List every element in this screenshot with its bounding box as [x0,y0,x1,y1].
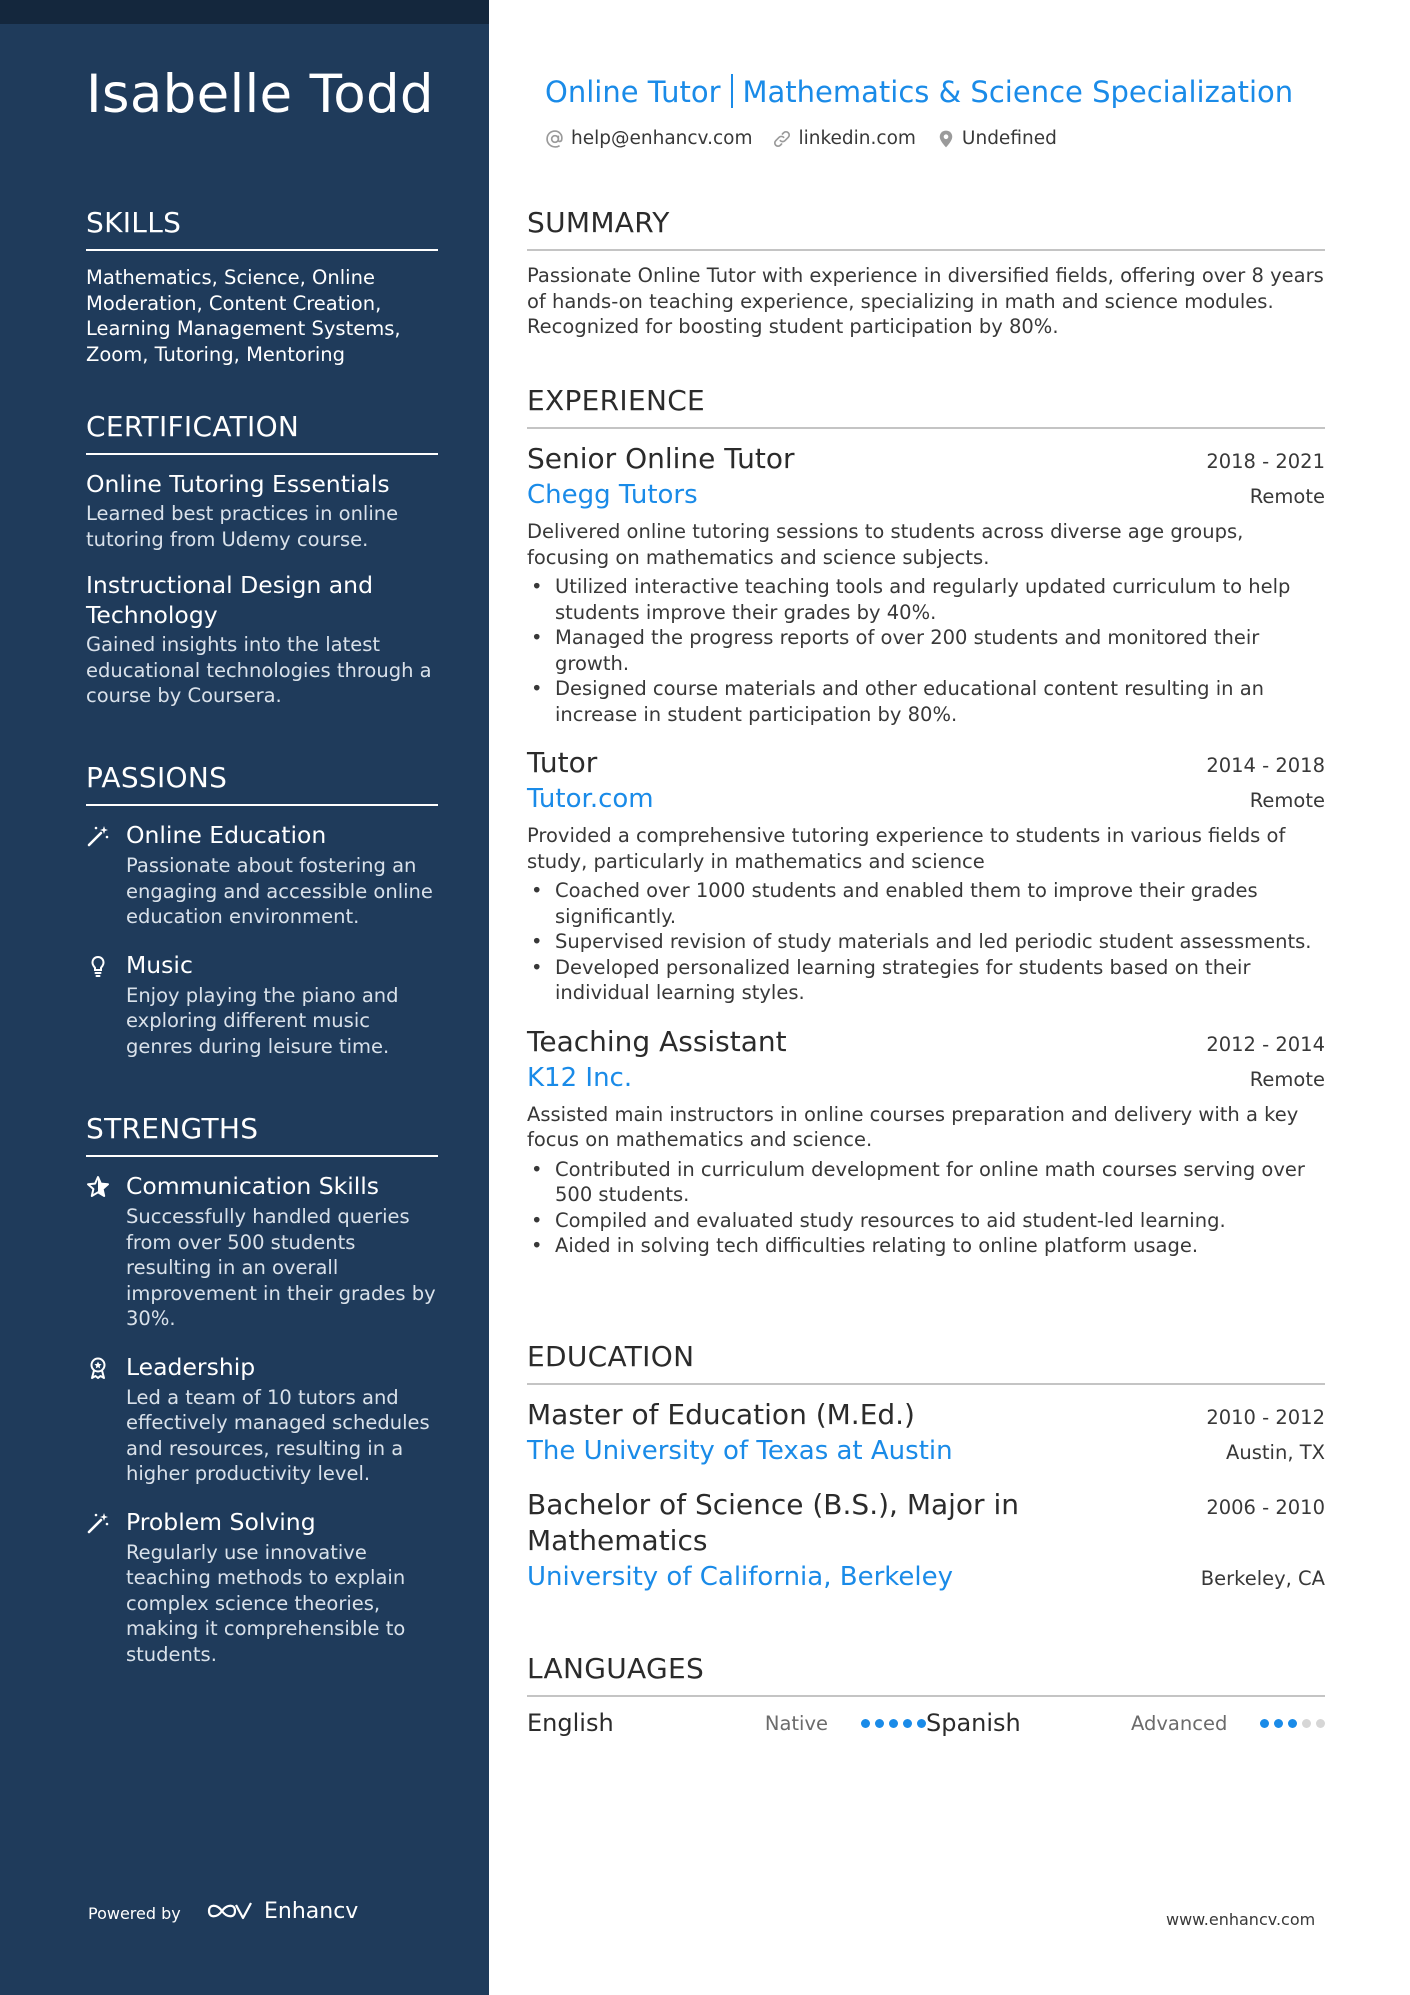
job-bullet: • Aided in solving tech difficulties relating to online platform usage. [527,1233,1325,1259]
education-entry [527,1487,1325,1595]
language-rating [1260,1719,1325,1728]
job-bullets [527,1157,1325,1259]
at-sign-icon [545,129,565,149]
strength-title: Communication Skills [126,1172,380,1200]
job-description: Assisted main instructors in online courses preparation and delivery with a key focus on mathematics and science. [527,1102,1299,1151]
job-bullet: • Managed the progress reports of over 200 students and monitored their growth. [527,625,1325,676]
headline-role: Online Tutor [545,75,721,109]
contact-email[interactable] [545,128,752,149]
rating-dot-filled [917,1719,926,1728]
passion-description: Enjoy playing the piano and exploring different music genres during leisure time. [126,983,399,1058]
job-bullet: • Utilized interactive teaching tools and regularly updated curriculum to help students improve their grades by 40%. [527,574,1325,625]
summary-heading: SUMMARY [527,206,1325,251]
award-icon [86,1356,110,1380]
job-description: Delivered online tutoring sessions to students across diverse age groups, focusing on mathematics and science subjects. [527,520,1244,569]
passion-title: Music [126,950,193,979]
education-dates: 2010 - 2012 [1206,1406,1325,1429]
passion-title: Online Education [126,821,327,849]
school-name: University of California, Berkeley [527,1562,953,1592]
headline [545,74,1293,109]
strength-item [86,1171,438,1332]
language-item [926,1709,1325,1737]
job-bullet: • Coached over 1000 students and enabled them to improve their grades significantly. [527,878,1325,929]
language-level: Advanced [1131,1711,1228,1735]
enhancv-logo-text: Enhancv [264,1898,359,1924]
location-pin-icon [936,129,956,149]
languages-heading: LANGUAGES [527,1652,1325,1697]
contact-email-text: help@enhancv.com [571,128,753,149]
passion-description: Passionate about fostering an engaging and accessible online education environment. [126,854,433,928]
strengths-section [86,1112,438,1667]
summary-text: Passionate Online Tutor with experience in diversified fields, offering over 8 years of hands-on teaching experience, specializing in math and science modules. Recognized for boosting student participation by 80%. [527,264,1324,338]
passions-heading: PASSIONS [86,761,438,806]
passion-item [86,820,438,930]
strength-description: Successfully handled queries from over 500 students resulting in an overall improvement in their grades by 30%. [126,1205,436,1330]
footer-website[interactable]: www.enhancv.com [1166,1910,1316,1929]
strength-title: Problem Solving [126,1507,316,1536]
degree-title: Master of Education (M.Ed.) [527,1398,915,1431]
certification-heading: CERTIFICATION [86,410,438,455]
language-rating [861,1719,926,1728]
language-item [527,1709,926,1737]
rating-dot-filled [861,1719,870,1728]
certification-title: Instructional Design and Technology [86,571,373,629]
rating-dot-filled [1260,1719,1269,1728]
strengths-heading: STRENGTHS [86,1112,438,1157]
job-company: Tutor.com [527,784,654,814]
link-icon [772,129,792,149]
experience-section [527,384,1325,1259]
certification-section [86,410,438,709]
sidebar-top-bar [0,0,489,24]
star-icon [86,1175,110,1199]
rating-dot-empty [1302,1719,1311,1728]
rating-dot-filled [1288,1719,1297,1728]
strength-description: Led a team of 10 tutors and effectively managed schedules and resources, resulting in a higher productivity level. [126,1385,430,1485]
lightbulb-icon [86,954,110,978]
experience-heading: EXPERIENCE [527,384,1325,429]
magic-wand-icon [86,824,110,848]
job-location: Remote [1249,1067,1325,1091]
passions-section [86,761,438,1059]
job-bullets [527,574,1325,727]
magic-wand-icon [86,1511,110,1535]
headline-specialization: Mathematics & Science Specialization [742,75,1294,109]
school-name: The University of Texas at Austin [527,1436,953,1466]
language-name: English [527,1709,614,1737]
enhancv-logo-icon [206,1898,254,1924]
job-company: K12 Inc. [527,1062,633,1093]
job-bullet: • Compiled and evaluated study resources to aid student-led learning. [527,1208,1325,1234]
strength-title: Leadership [126,1352,256,1381]
sidebar [0,0,489,1995]
strength-item [86,1507,438,1668]
contact-location-text: Undefined [961,128,1057,149]
job-title: Tutor [527,746,598,779]
education-heading: EDUCATION [527,1340,1325,1385]
rating-dot-filled [875,1719,884,1728]
school-location: Austin, TX [1226,1441,1325,1464]
candidate-name: Isabelle Todd [86,64,434,125]
job-location: Remote [1249,789,1325,812]
job-bullets [527,878,1325,1006]
job-bullet: • Supervised revision of study materials and led periodic student assessments. [527,929,1325,955]
education-dates: 2006 - 2010 [1206,1496,1325,1519]
job-dates: 2012 - 2014 [1206,1032,1325,1056]
rating-dot-empty [1316,1719,1325,1728]
language-level: Native [764,1711,828,1735]
job-dates: 2018 - 2021 [1206,450,1325,473]
school-location: Berkeley, CA [1200,1567,1325,1590]
headline-separator [731,74,733,108]
job-bullet: • Developed personalized learning strategies for students based on their individual learning styles. [527,955,1325,1006]
certification-title: Online Tutoring Essentials [86,470,390,498]
job-title: Senior Online Tutor [527,442,795,475]
skills-heading: SKILLS [86,206,438,251]
job-title: Teaching Assistant [527,1024,787,1058]
job-description: Provided a comprehensive tutoring experience to students in various fields of study, particularly in mathematics and science [527,824,1286,873]
languages-list [527,1709,1325,1737]
certification-description: Learned best practices in online tutoring from Udemy course. [86,502,399,551]
strength-item [86,1352,438,1487]
education-section [527,1340,1325,1595]
job-bullet: • Designed course materials and other educational content resulting in an increase in student participation by 80%. [527,676,1325,727]
certification-item [86,469,438,552]
rating-dot-filled [1274,1719,1283,1728]
rating-dot-filled [903,1719,912,1728]
certification-description: Gained insights into the latest educational technologies through a course by Coursera. [86,633,432,707]
languages-section [527,1652,1325,1737]
skills-text: Mathematics, Science, Online Moderation, Content Creation, Learning Management Systems, Zoom, Tutoring, Mentoring [86,266,401,366]
rating-dot-filled [889,1719,898,1728]
contact-location [936,128,1057,149]
job-entry [527,441,1325,727]
contact-bar [545,128,1057,149]
strength-description: Regularly use innovative teaching methods to explain complex science theories, making it comprehensible to students. [126,1540,406,1666]
contact-linkedin[interactable] [772,128,915,149]
job-company: Chegg Tutors [527,480,698,510]
degree-title: Bachelor of Science (B.S.), Major in Mathematics [527,1488,1019,1557]
certification-item [86,570,438,709]
language-name: Spanish [926,1709,1021,1737]
job-entry [527,1024,1325,1259]
job-entry [527,745,1325,1006]
education-entry [527,1397,1325,1469]
powered-by-label: Powered by [88,1904,181,1923]
enhancv-logo [206,1898,358,1924]
skills-section [86,206,438,367]
summary-section [527,206,1325,340]
contact-linkedin-text: linkedin.com [798,128,916,149]
job-bullet: • Contributed in curriculum development for online math courses serving over 500 students. [527,1157,1325,1208]
job-dates: 2014 - 2018 [1206,754,1325,777]
passion-item [86,950,438,1060]
job-location: Remote [1249,485,1325,508]
